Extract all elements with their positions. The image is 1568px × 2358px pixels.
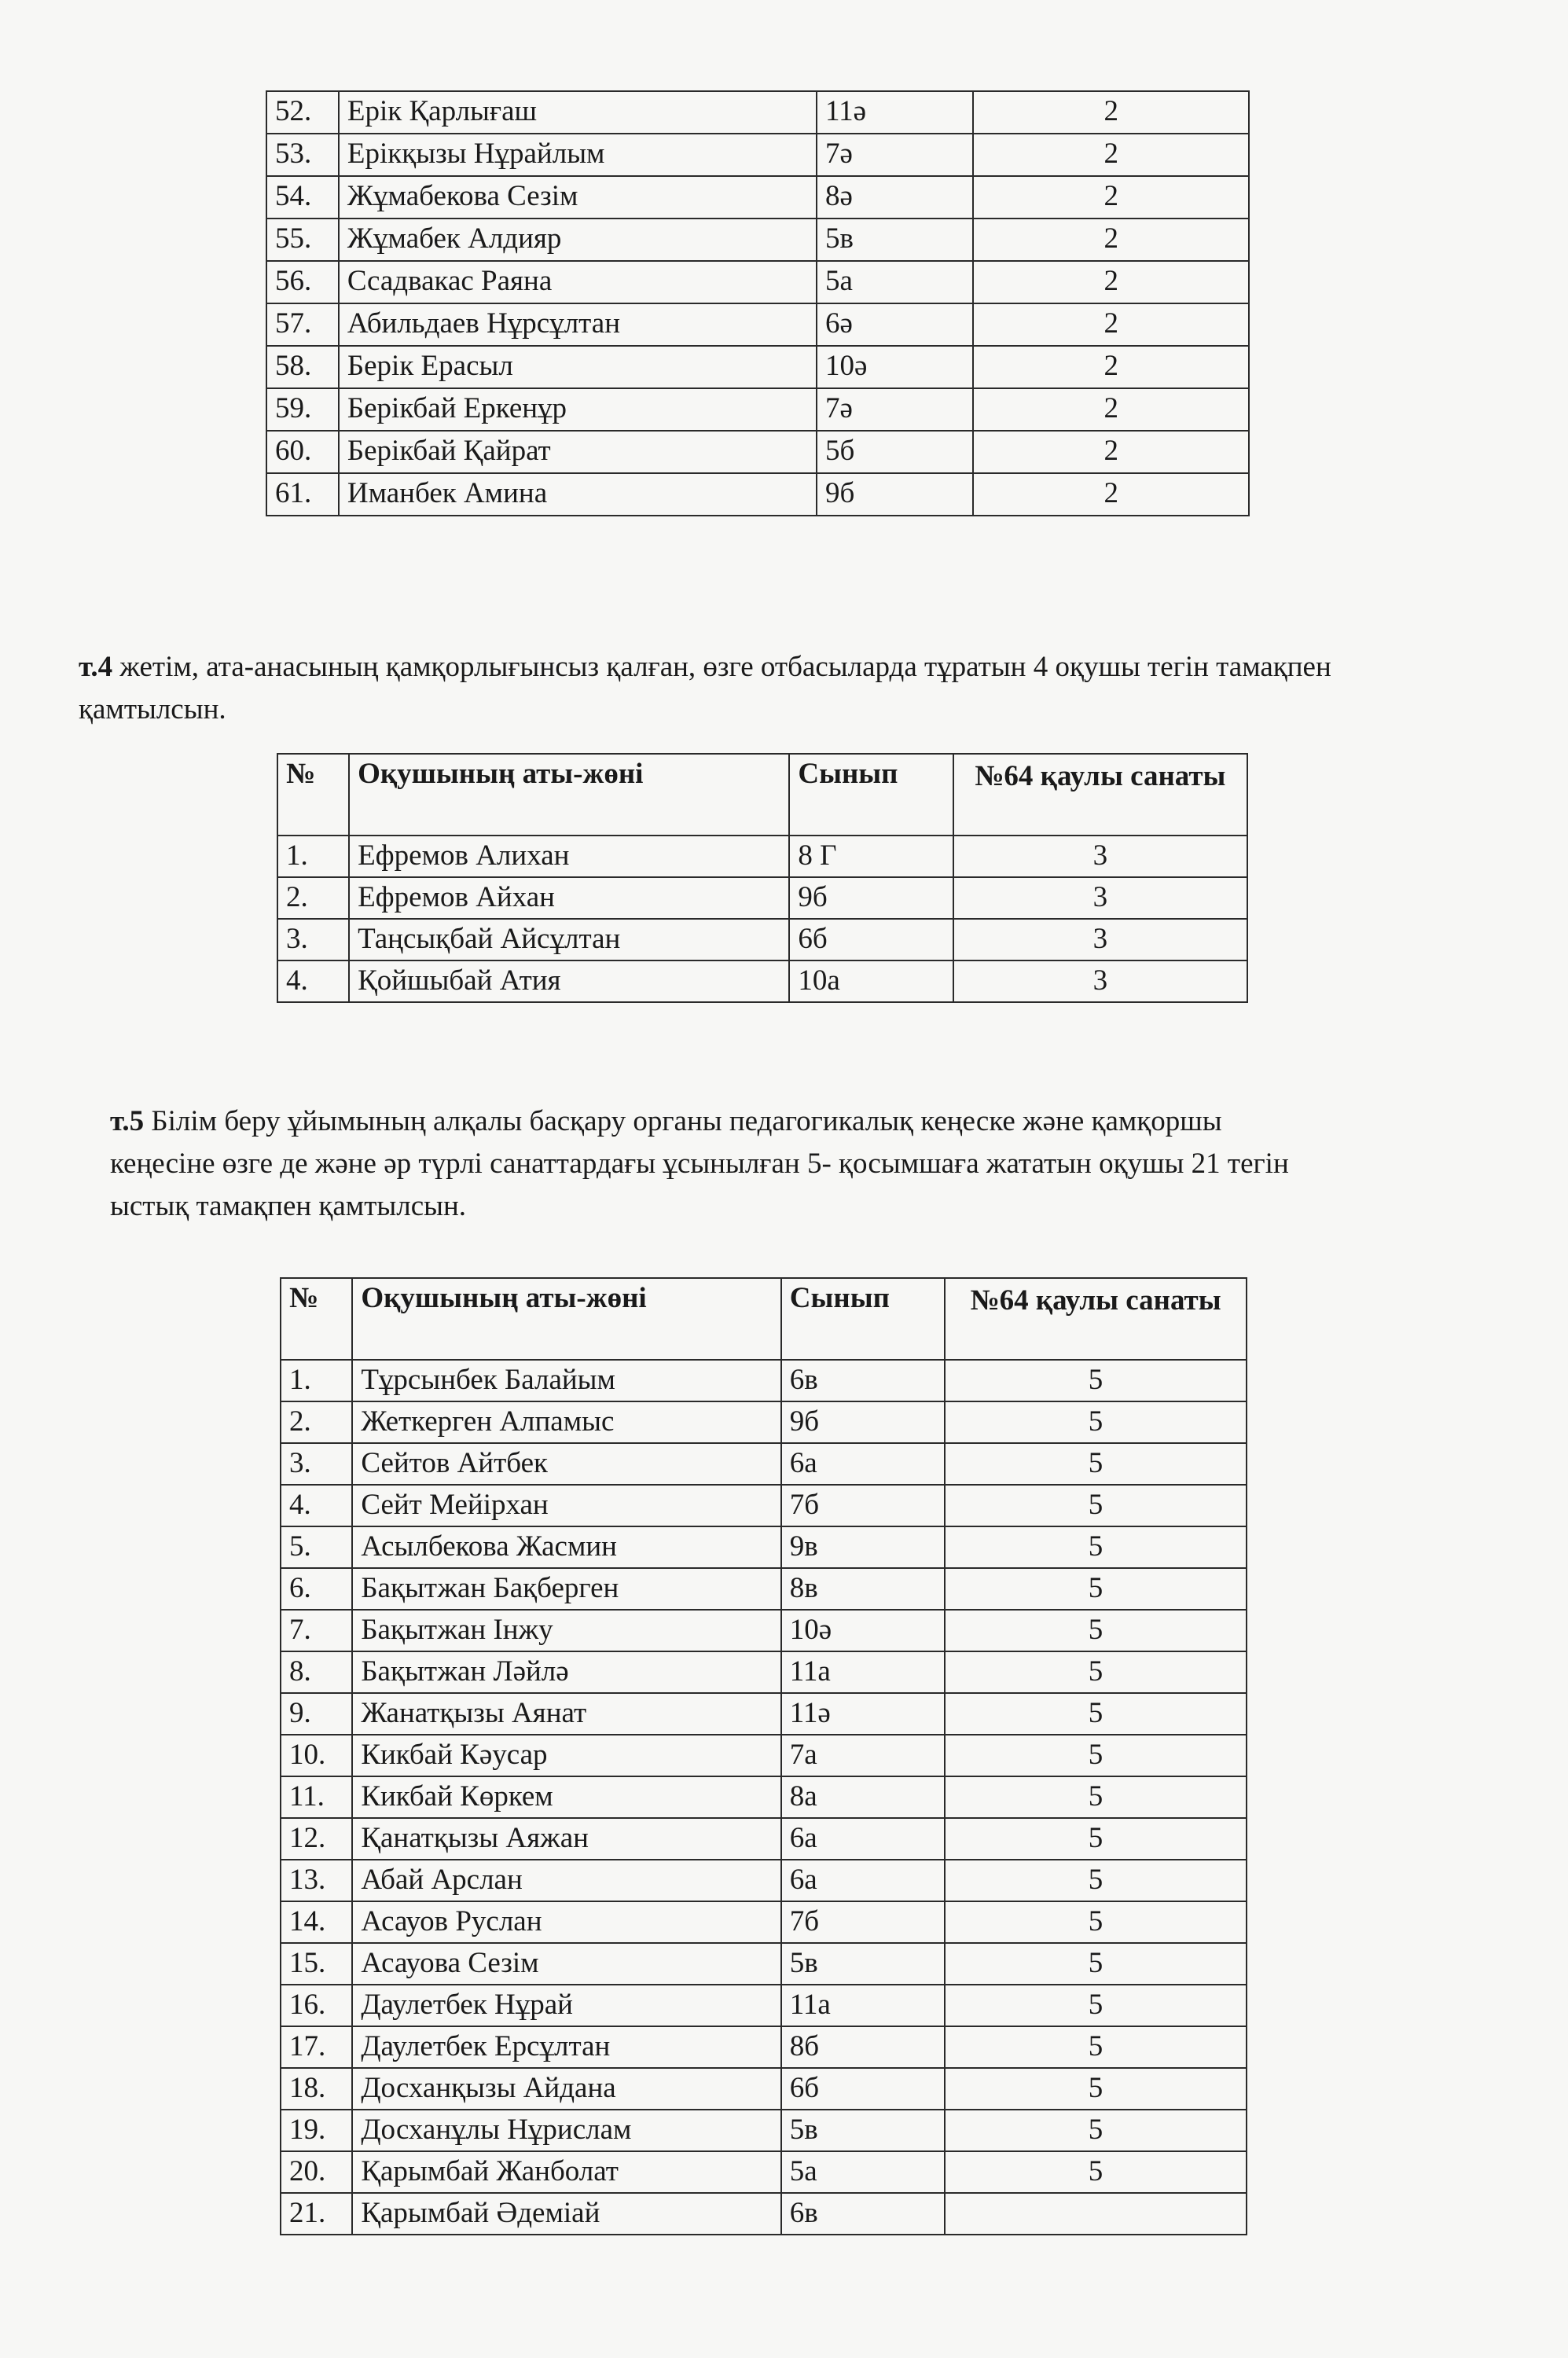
student-name: Бақытжан Бақберген [352, 1568, 780, 1610]
row-number: 1. [277, 836, 349, 877]
student-name: Берікбай Қайрат [339, 431, 817, 473]
row-number: 20. [281, 2151, 352, 2193]
category-cell: 5 [945, 2110, 1247, 2151]
row-number: 8. [281, 1651, 352, 1693]
row-number: 56. [266, 261, 339, 303]
category-cell: 2 [973, 303, 1249, 346]
category-cell: 5 [945, 2068, 1247, 2110]
class-cell: 6а [781, 1818, 945, 1860]
student-name: Иманбек Амина [339, 473, 817, 516]
class-cell: 8б [781, 2026, 945, 2068]
header-name: Оқушының аты-жөні [352, 1278, 780, 1360]
table-row [281, 1443, 1247, 1485]
category-cell: 5 [945, 1776, 1247, 1818]
category-cell: 5 [945, 2151, 1247, 2193]
table-row [281, 1693, 1247, 1735]
student-name: Тұрсынбек Балайым [352, 1360, 780, 1401]
student-name: Кикбай Көркем [352, 1776, 780, 1818]
students-table-category-5 [280, 1277, 1247, 2235]
row-number: 17. [281, 2026, 352, 2068]
table-row [281, 1901, 1247, 1943]
class-cell: 7а [781, 1735, 945, 1776]
class-cell: 10ә [781, 1610, 945, 1651]
class-cell: 5б [817, 431, 973, 473]
row-number: 1. [281, 1360, 352, 1401]
item-label: т.4 [79, 651, 113, 683]
category-cell: 5 [945, 1943, 1247, 1985]
class-cell: 9б [789, 877, 953, 919]
table-row [281, 1651, 1247, 1693]
category-cell: 5 [945, 2026, 1247, 2068]
row-number: 19. [281, 2110, 352, 2151]
category-cell: 2 [973, 261, 1249, 303]
table-header [281, 1278, 1247, 1360]
row-number: 54. [266, 176, 339, 219]
row-number: 61. [266, 473, 339, 516]
category-cell: 5 [945, 1360, 1247, 1401]
category-cell: 2 [973, 176, 1249, 219]
row-number: 2. [281, 1401, 352, 1443]
header-row [277, 754, 1247, 836]
student-name: Қойшыбай Атия [349, 960, 789, 1002]
row-number: 15. [281, 1943, 352, 1985]
category-cell: 5 [945, 1735, 1247, 1776]
class-cell: 6ә [817, 303, 973, 346]
table-row [281, 2068, 1247, 2110]
row-number: 14. [281, 1901, 352, 1943]
row-number: 5. [281, 1526, 352, 1568]
class-cell: 9б [781, 1401, 945, 1443]
class-cell: 8 Г [789, 836, 953, 877]
row-number: 10. [281, 1735, 352, 1776]
student-name: Абильдаев Нұрсұлтан [339, 303, 817, 346]
class-cell: 10ә [817, 346, 973, 388]
class-cell: 11а [781, 1651, 945, 1693]
row-number: 52. [266, 91, 339, 134]
table-row [277, 836, 1247, 877]
class-cell: 8ә [817, 176, 973, 219]
student-name: Сейтов Айтбек [352, 1443, 780, 1485]
student-name: Жеткерген Алпамыс [352, 1401, 780, 1443]
item-label: т.5 [110, 1105, 145, 1137]
class-cell: 7ә [817, 388, 973, 431]
student-name: Асауов Руслан [352, 1901, 780, 1943]
class-cell: 6в [781, 2193, 945, 2235]
class-cell: 7б [781, 1485, 945, 1526]
table-row [281, 1610, 1247, 1651]
category-cell: 5 [945, 1610, 1247, 1651]
category-cell: 2 [973, 388, 1249, 431]
row-number: 3. [281, 1443, 352, 1485]
student-name: Досханқызы Айдана [352, 2068, 780, 2110]
row-number: 53. [266, 134, 339, 176]
category-cell [945, 2193, 1247, 2235]
category-cell: 5 [945, 1985, 1247, 2026]
table-row [281, 1401, 1247, 1443]
class-cell: 7ә [817, 134, 973, 176]
table-row [281, 1818, 1247, 1860]
table-row [266, 219, 1249, 261]
student-name: Берік Ерасыл [339, 346, 817, 388]
table-row [277, 960, 1247, 1002]
category-cell: 3 [953, 836, 1247, 877]
table-row [281, 1485, 1247, 1526]
category-cell: 5 [945, 1901, 1247, 1943]
table-body [281, 1360, 1247, 2235]
row-number: 6. [281, 1568, 352, 1610]
row-number: 4. [281, 1485, 352, 1526]
student-name: Ерік Қарлығаш [339, 91, 817, 134]
row-number: 59. [266, 388, 339, 431]
student-name: Кикбай Кәусар [352, 1735, 780, 1776]
table-row [266, 91, 1249, 134]
category-cell: 5 [945, 1443, 1247, 1485]
class-cell: 11ә [817, 91, 973, 134]
table-header [277, 754, 1247, 836]
category-cell: 2 [973, 346, 1249, 388]
student-name: Абай Арслан [352, 1860, 780, 1901]
paragraph-item-5 [110, 1100, 1305, 1228]
table-row [281, 1943, 1247, 1985]
category-cell: 3 [953, 877, 1247, 919]
row-number: 3. [277, 919, 349, 960]
table-row [266, 431, 1249, 473]
header-category: №64 қаулы санаты [953, 754, 1247, 836]
category-cell: 3 [953, 960, 1247, 1002]
class-cell: 6б [789, 919, 953, 960]
category-cell: 5 [945, 1526, 1247, 1568]
table-row [281, 1860, 1247, 1901]
student-name: Қарымбай Жанболат [352, 2151, 780, 2193]
table-row [281, 2193, 1247, 2235]
row-number: 2. [277, 877, 349, 919]
class-cell: 5в [781, 1943, 945, 1985]
student-name: Қанатқызы Аяжан [352, 1818, 780, 1860]
row-number: 12. [281, 1818, 352, 1860]
class-cell: 6а [781, 1443, 945, 1485]
row-number: 60. [266, 431, 339, 473]
category-cell: 3 [953, 919, 1247, 960]
student-name: Ерікқызы Нұрайлым [339, 134, 817, 176]
row-number: 4. [277, 960, 349, 1002]
row-number: 58. [266, 346, 339, 388]
category-cell: 2 [973, 431, 1249, 473]
item-text: Білім беру ұйымының алқалы басқару органы педагогикалық кеңеске және қамқоршы кеңесіне өзге де және әр түрлі санаттардағы ұсынылған 5- қосымшаға жататын оқушы 21 тегін ыстық тамақпен қамтылсын. [110, 1105, 1289, 1222]
table-row [266, 473, 1249, 516]
student-name: Ссадвакас Раяна [339, 261, 817, 303]
class-cell: 8в [781, 1568, 945, 1610]
class-cell: 5а [781, 2151, 945, 2193]
class-cell: 5в [817, 219, 973, 261]
header-class: Сынып [781, 1278, 945, 1360]
class-cell: 9б [817, 473, 973, 516]
header-row [281, 1278, 1247, 1360]
class-cell: 6а [781, 1860, 945, 1901]
category-cell: 5 [945, 1401, 1247, 1443]
category-cell: 2 [973, 134, 1249, 176]
student-name: Сейт Мейірхан [352, 1485, 780, 1526]
table-row [266, 261, 1249, 303]
category-cell: 2 [973, 219, 1249, 261]
class-cell: 5в [781, 2110, 945, 2151]
student-name: Даулетбек Нұрай [352, 1985, 780, 2026]
student-name: Қарымбай Әдеміай [352, 2193, 780, 2235]
student-name: Асылбекова Жасмин [352, 1526, 780, 1568]
class-cell: 6б [781, 2068, 945, 2110]
table-row [266, 134, 1249, 176]
class-cell: 7б [781, 1901, 945, 1943]
class-cell: 5а [817, 261, 973, 303]
row-number: 11. [281, 1776, 352, 1818]
class-cell: 8а [781, 1776, 945, 1818]
table-row [281, 1735, 1247, 1776]
table-row [266, 303, 1249, 346]
student-name: Жұмабек Алдияр [339, 219, 817, 261]
row-number: 7. [281, 1610, 352, 1651]
table-body [266, 91, 1249, 516]
students-table-category-2 [266, 90, 1250, 516]
header-class: Сынып [789, 754, 953, 836]
table-row [266, 346, 1249, 388]
category-cell: 5 [945, 1485, 1247, 1526]
row-number: 57. [266, 303, 339, 346]
category-cell: 2 [973, 473, 1249, 516]
row-number: 9. [281, 1693, 352, 1735]
student-name: Ефремов Айхан [349, 877, 789, 919]
category-cell: 5 [945, 1651, 1247, 1693]
class-cell: 11ә [781, 1693, 945, 1735]
student-name: Ефремов Алихан [349, 836, 789, 877]
student-name: Асауова Сезім [352, 1943, 780, 1985]
table-row [266, 176, 1249, 219]
table-row [277, 919, 1247, 960]
table-row [281, 2110, 1247, 2151]
row-number: 13. [281, 1860, 352, 1901]
category-cell: 5 [945, 1568, 1247, 1610]
row-number: 21. [281, 2193, 352, 2235]
class-cell: 9в [781, 1526, 945, 1568]
class-cell: 11а [781, 1985, 945, 2026]
student-name: Таңсықбай Айсұлтан [349, 919, 789, 960]
class-cell: 6в [781, 1360, 945, 1401]
table-body [277, 836, 1247, 1002]
student-name: Жанатқызы Аянат [352, 1693, 780, 1735]
header-name: Оқушының аты-жөні [349, 754, 789, 836]
table-row [281, 1568, 1247, 1610]
table-row [281, 2151, 1247, 2193]
student-name: Бақытжан Ләйлә [352, 1651, 780, 1693]
row-number: 16. [281, 1985, 352, 2026]
category-cell: 5 [945, 1860, 1247, 1901]
student-name: Даулетбек Ерсұлтан [352, 2026, 780, 2068]
row-number: 55. [266, 219, 339, 261]
header-number: № [281, 1278, 352, 1360]
header-number: № [277, 754, 349, 836]
paragraph-item-4 [79, 646, 1485, 731]
table-row [277, 877, 1247, 919]
category-cell: 5 [945, 1693, 1247, 1735]
student-name: Досханұлы Нұрислам [352, 2110, 780, 2151]
table-row [266, 388, 1249, 431]
category-cell: 5 [945, 1818, 1247, 1860]
item-text: жетім, ата-анасының қамқорлығынсыз қалған, өзге отбасыларда тұратын 4 оқушы тегін тамақпен қамтылсын. [79, 651, 1331, 725]
student-name: Берікбай Еркенұр [339, 388, 817, 431]
table-row [281, 1776, 1247, 1818]
class-cell: 10а [789, 960, 953, 1002]
table-row [281, 1526, 1247, 1568]
student-name: Жұмабекова Сезім [339, 176, 817, 219]
students-table-category-3 [277, 753, 1248, 1003]
table-row [281, 1985, 1247, 2026]
table-row [281, 1360, 1247, 1401]
student-name: Бақытжан Інжу [352, 1610, 780, 1651]
header-category: №64 қаулы санаты [945, 1278, 1247, 1360]
row-number: 18. [281, 2068, 352, 2110]
table-row [281, 2026, 1247, 2068]
category-cell: 2 [973, 91, 1249, 134]
